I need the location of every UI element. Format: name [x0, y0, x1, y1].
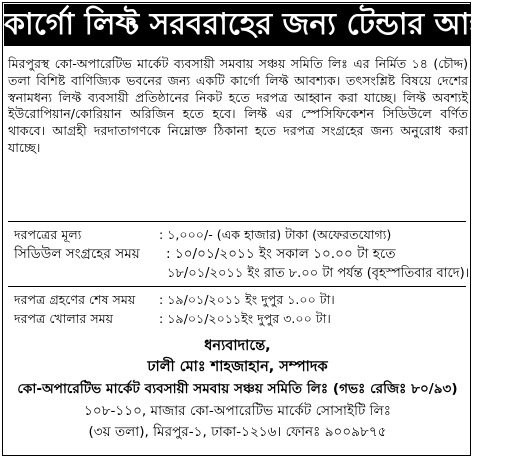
detail-row-schedule — [14, 245, 469, 263]
detail-value-schedule-end: ১৮/০১/২০১১ ইং রাত ৮.০০ টা পর্যন্ত (বৃহস্পতিবার বাদে)। — [167, 266, 470, 281]
detail-label-schedule: সিডিউল সংগ্রহের সময় — [14, 246, 140, 262]
detail-label-submission: দরপত্র গ্রহণের শেষ সময় — [14, 292, 136, 307]
detail-value-schedule-start: : ১০/০১/২০১১ ইং সকাল ১০.০০ টা হতে — [166, 246, 396, 262]
detail-value-opening: : ১৯/০১/২০১১ইং দুপুর ৩.০০ টা। — [159, 311, 331, 326]
detail-row-price — [14, 226, 469, 244]
detail-value-price: : ১,০০০/- (এক হাজার) টাকা (অফেরতযোগ্য) — [159, 227, 392, 242]
detail-row-submission — [14, 291, 469, 309]
divider-top — [8, 221, 466, 222]
tender-title: কার্গো লিফ্ট সরবরাহের জন্য টেন্ডার আহ্বান — [4, 4, 470, 46]
detail-value-submission: : ১৯/০১/২০১১ ইং দুপুর ১.০০ টা। — [159, 292, 335, 307]
closing-thanks: ধন্যবাদান্তে, — [204, 338, 271, 354]
tender-description: মিরপুরস্থ কো-অপারেটিভ মার্কেট ব্যবসায়ী সমবায় সঞ্চয় সমিতি লিঃ এর নির্মিত ১৪ (চৌদ্দ) তলা বিশিষ্ট বাণিজ্যিক ভবনের জন্য একটি কার্গো লিফ্ট আবশ্যক। তৎসংশ্লিষ্ট বিষয়ে দেশের স্বনামধন্য লিফ্ট ব্যবসায়ী প্রতিষ্ঠানের নিকট হতে দরপত্র আহ্বান করা যাচ্ছে। লিফ্ট অবশ্যই ইউরোপিয়ান/কোরিয়ান অরিজিন হতে হবে। লিফ্ট এর স্পেসিফিকেশন সিডিউলে বর্ণিত থাকবে। আগ্রহী দরদাতাগণকে নিম্নোক্ত ঠিকানা হতে দরপত্র সংগ্রহের জন্য অনুরোধ করা যাচ্ছে। — [8, 56, 468, 155]
detail-row-opening — [14, 310, 469, 328]
divider-middle — [8, 286, 466, 287]
signatory-name: ঢালী মোঃ শাহজাহান, সম্পাদক — [147, 359, 328, 375]
detail-label-price: দরপত্রের মূল্য — [14, 227, 82, 242]
detail-label-opening: দরপত্র খোলার সময় — [14, 311, 114, 326]
address-line-2: (৩য় তলা), মিরপুর-১, ঢাকা-১২১৬। ফোনঃ ৯০০৯৮৭৫ — [88, 424, 387, 440]
organization-name: কো-অপারেটিভ মার্কেট ব্যবসায়ী সমবায় সঞ্চয় সমিতি লিঃ (গভঃ রেজিঃ ৮০/৯৩) — [17, 381, 458, 397]
address-line-1: ১০৮-১১০, মাজার কো-অপারেটিভ মার্কেট সোসাইটি লিঃ — [84, 403, 391, 419]
